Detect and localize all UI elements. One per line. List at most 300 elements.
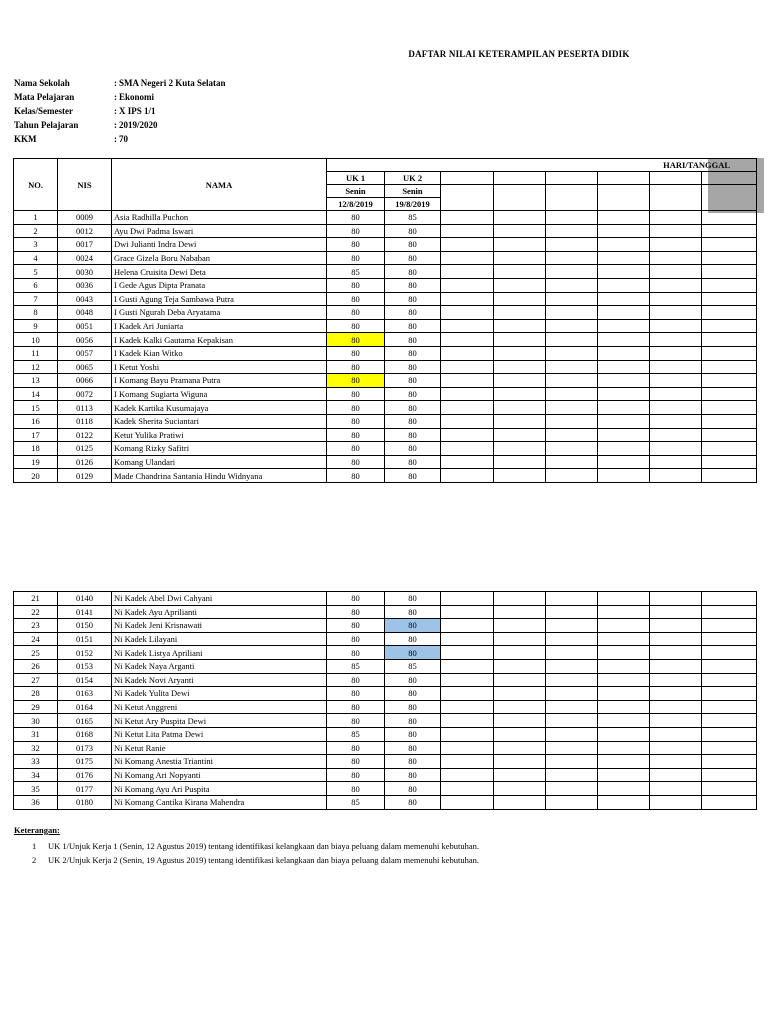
table-row	[14, 646, 757, 660]
cell-empty	[650, 442, 702, 456]
cell-no: 35	[14, 782, 58, 796]
cell-nama: Ni Kadek Lilayani	[112, 632, 327, 646]
cell-empty	[598, 632, 650, 646]
cell-empty	[598, 360, 650, 374]
cell-nama: Ni Ketut Anggreni	[112, 700, 327, 714]
cell-uk2: 80	[385, 727, 441, 741]
cell-nama: Asia Radhilla Puchon	[112, 211, 327, 225]
cell-empty	[546, 741, 598, 755]
cell-empty	[650, 714, 702, 728]
info-value: 2019/2020	[119, 120, 158, 130]
cell-uk1: 80	[327, 687, 385, 701]
table-row	[14, 360, 757, 374]
header-nis: NIS	[58, 159, 112, 211]
cell-empty	[441, 646, 494, 660]
cell-no: 18	[14, 442, 58, 456]
cell-empty	[702, 238, 757, 252]
info-value: Ekonomi	[119, 92, 155, 102]
cell-empty	[441, 414, 494, 428]
cell-empty	[441, 306, 494, 320]
cell-nama: Grace Gizela Boru Nababan	[112, 251, 327, 265]
cell-uk2: 80	[385, 455, 441, 469]
cell-empty	[441, 387, 494, 401]
table-row	[14, 224, 757, 238]
cell-empty	[598, 265, 650, 279]
cell-empty	[702, 469, 757, 483]
cell-empty	[546, 251, 598, 265]
note-number: 1	[32, 841, 37, 851]
cell-nis: 0164	[58, 700, 112, 714]
cell-empty	[441, 251, 494, 265]
cell-uk1: 85	[327, 727, 385, 741]
cell-empty	[598, 592, 650, 606]
cell-uk2: 80	[385, 700, 441, 714]
cell-uk1: 85	[327, 659, 385, 673]
cell-uk1: 80	[327, 251, 385, 265]
cell-empty	[702, 659, 757, 673]
cell-nis: 0152	[58, 646, 112, 660]
cell-empty	[702, 673, 757, 687]
cell-uk1: 85	[327, 265, 385, 279]
cell-nis: 0141	[58, 605, 112, 619]
cell-empty	[598, 238, 650, 252]
cell-empty	[441, 755, 494, 769]
cell-nis: 0150	[58, 619, 112, 633]
cell-nama: Ni Kadek Abel Dwi Cahyani	[112, 592, 327, 606]
cell-uk2: 80	[385, 442, 441, 456]
table-row	[14, 768, 757, 782]
cell-nis: 0153	[58, 659, 112, 673]
cell-uk1: 80	[327, 346, 385, 360]
cell-empty	[441, 605, 494, 619]
cell-uk1: 80	[327, 755, 385, 769]
cell-empty	[598, 251, 650, 265]
cell-nis: 0017	[58, 238, 112, 252]
cell-nama: I Ketut Yoshi	[112, 360, 327, 374]
table-row	[14, 469, 757, 483]
cell-empty	[546, 687, 598, 701]
cell-empty	[650, 768, 702, 782]
cell-no: 11	[14, 346, 58, 360]
cell-empty	[546, 238, 598, 252]
cell-nama: Ni Ketut Lita Patma Dewi	[112, 727, 327, 741]
cell-uk1: 80	[327, 741, 385, 755]
cell-empty	[494, 265, 546, 279]
cell-nis: 0036	[58, 278, 112, 292]
cell-uk1: 80	[327, 782, 385, 796]
cell-no: 29	[14, 700, 58, 714]
cell-empty	[494, 795, 546, 809]
cell-empty	[494, 360, 546, 374]
cell-uk2: 80	[385, 592, 441, 606]
table-row	[14, 265, 757, 279]
table-row	[14, 659, 757, 673]
cell-nama: Komang Rizky Safitri	[112, 442, 327, 456]
cell-empty	[598, 659, 650, 673]
cell-empty	[598, 401, 650, 415]
cell-uk1: 80	[327, 414, 385, 428]
cell-empty	[650, 401, 702, 415]
table-row	[14, 414, 757, 428]
cell-empty	[702, 401, 757, 415]
cell-empty	[546, 755, 598, 769]
cell-empty	[441, 700, 494, 714]
cell-empty	[441, 768, 494, 782]
cell-empty	[546, 211, 598, 225]
cell-empty	[598, 319, 650, 333]
note-item	[14, 853, 479, 867]
cell-no: 8	[14, 306, 58, 320]
header-date2: 19/8/2019	[385, 198, 441, 211]
cell-empty	[702, 646, 757, 660]
notes-heading: Keterangan:	[14, 825, 60, 835]
cell-empty	[546, 714, 598, 728]
cell-uk1: 80	[327, 238, 385, 252]
cell-empty	[546, 306, 598, 320]
cell-uk1: 80	[327, 442, 385, 456]
cell-no: 26	[14, 659, 58, 673]
cell-nis: 0173	[58, 741, 112, 755]
cell-no: 10	[14, 333, 58, 347]
cell-no: 12	[14, 360, 58, 374]
note-item	[14, 839, 479, 853]
info-row-subject: Mata Pelajaran : Ekonomi	[14, 92, 155, 102]
table-row	[14, 605, 757, 619]
cell-uk2: 80	[385, 265, 441, 279]
cell-empty	[494, 755, 546, 769]
cell-empty	[494, 374, 546, 388]
cell-nama: Ni Ketut Ary Puspita Dewi	[112, 714, 327, 728]
cell-empty	[650, 673, 702, 687]
cell-no: 19	[14, 455, 58, 469]
cell-empty	[441, 782, 494, 796]
header-hari-tanggal: HARI/TANGGAL	[327, 159, 757, 172]
cell-empty	[598, 714, 650, 728]
cell-no: 24	[14, 632, 58, 646]
cell-empty	[598, 292, 650, 306]
cell-uk1: 80	[327, 401, 385, 415]
table-row	[14, 714, 757, 728]
notes	[14, 825, 479, 867]
cell-empty	[546, 428, 598, 442]
table-row	[14, 442, 757, 456]
cell-nis: 0122	[58, 428, 112, 442]
cell-empty	[650, 741, 702, 755]
cell-empty	[598, 278, 650, 292]
cell-no: 36	[14, 795, 58, 809]
cell-uk1: 80	[327, 605, 385, 619]
cell-empty	[546, 632, 598, 646]
cell-empty	[598, 646, 650, 660]
cell-nama: Ni Ketut Ranie	[112, 741, 327, 755]
cell-empty	[650, 646, 702, 660]
header-no: NO.	[14, 159, 58, 211]
cell-empty	[598, 428, 650, 442]
cell-empty	[441, 360, 494, 374]
cell-no: 17	[14, 428, 58, 442]
cell-uk1: 80	[327, 455, 385, 469]
cell-empty	[702, 768, 757, 782]
table-row	[14, 333, 757, 347]
cell-nama: Made Chandrina Santania Hindu Widnyana	[112, 469, 327, 483]
cell-empty	[650, 414, 702, 428]
cell-uk2: 80	[385, 306, 441, 320]
cell-empty	[546, 224, 598, 238]
cell-empty	[441, 659, 494, 673]
cell-empty	[546, 360, 598, 374]
cell-empty	[494, 278, 546, 292]
cell-empty	[494, 428, 546, 442]
page-title: DAFTAR NILAI KETERAMPILAN PESERTA DIDIK	[408, 49, 630, 59]
cell-empty	[650, 319, 702, 333]
cell-empty	[441, 442, 494, 456]
cell-empty	[494, 700, 546, 714]
cell-empty	[650, 306, 702, 320]
table-row	[14, 673, 757, 687]
cell-empty	[702, 292, 757, 306]
table-row	[14, 374, 757, 388]
cell-uk2: 80	[385, 605, 441, 619]
cell-uk2: 80	[385, 387, 441, 401]
cell-empty	[702, 755, 757, 769]
cell-empty	[441, 319, 494, 333]
cell-nama: Ni Kadek Jeni Krisnawati	[112, 619, 327, 633]
cell-empty	[598, 755, 650, 769]
cell-nis: 0180	[58, 795, 112, 809]
cell-empty	[650, 795, 702, 809]
cell-empty	[702, 714, 757, 728]
cell-empty	[494, 224, 546, 238]
cell-empty	[702, 414, 757, 428]
cell-empty	[494, 605, 546, 619]
cell-uk1: 80	[327, 469, 385, 483]
cell-uk2: 80	[385, 278, 441, 292]
cell-nis: 0177	[58, 782, 112, 796]
table-row	[14, 278, 757, 292]
cell-empty	[494, 768, 546, 782]
cell-empty	[441, 238, 494, 252]
cell-empty	[441, 592, 494, 606]
cell-empty	[546, 768, 598, 782]
cell-nis: 0051	[58, 319, 112, 333]
cell-uk2: 80	[385, 646, 441, 660]
cell-empty	[494, 741, 546, 755]
cell-no: 14	[14, 387, 58, 401]
info-row-class: Kelas/Semester : X IPS 1/1	[14, 106, 156, 116]
cell-nama: Helena Cruisita Dewi Deta	[112, 265, 327, 279]
table-row	[14, 455, 757, 469]
cell-nis: 0163	[58, 687, 112, 701]
table-row	[14, 251, 757, 265]
cell-nama: Komang Ulandari	[112, 455, 327, 469]
cell-empty	[702, 592, 757, 606]
cell-empty	[702, 700, 757, 714]
table-row	[14, 795, 757, 809]
cell-empty	[598, 768, 650, 782]
cell-empty	[650, 251, 702, 265]
cell-empty	[598, 605, 650, 619]
grade-table-part2	[13, 591, 757, 810]
cell-nama: I Gusti Ngurah Deba Aryatama	[112, 306, 327, 320]
cell-nama: Kadek Kartika Kusumajaya	[112, 401, 327, 415]
cell-empty	[598, 673, 650, 687]
cell-uk2: 80	[385, 346, 441, 360]
cell-empty	[702, 346, 757, 360]
cell-empty	[441, 278, 494, 292]
cell-uk2: 80	[385, 755, 441, 769]
cell-nis: 0066	[58, 374, 112, 388]
cell-empty	[494, 211, 546, 225]
cell-uk2: 85	[385, 659, 441, 673]
cell-empty	[494, 646, 546, 660]
cell-uk1: 80	[327, 278, 385, 292]
cell-uk2: 80	[385, 292, 441, 306]
cell-empty	[702, 278, 757, 292]
cell-empty	[650, 346, 702, 360]
cell-empty	[702, 387, 757, 401]
cell-empty	[650, 211, 702, 225]
cell-empty	[650, 605, 702, 619]
cell-empty	[546, 455, 598, 469]
cell-empty	[702, 319, 757, 333]
cell-nis: 0009	[58, 211, 112, 225]
cell-empty	[702, 619, 757, 633]
info-value: 70	[119, 134, 128, 144]
table-row	[14, 592, 757, 606]
cell-uk2: 80	[385, 360, 441, 374]
info-label: Tahun Pelajaran	[14, 120, 79, 130]
cell-nis: 0154	[58, 673, 112, 687]
cell-empty	[546, 782, 598, 796]
cell-uk1: 80	[327, 292, 385, 306]
cell-empty	[598, 387, 650, 401]
cell-no: 15	[14, 401, 58, 415]
cell-uk1: 80	[327, 646, 385, 660]
cell-empty	[650, 755, 702, 769]
cell-empty	[546, 659, 598, 673]
cell-empty	[650, 469, 702, 483]
cell-uk2: 80	[385, 673, 441, 687]
cell-uk2: 80	[385, 632, 441, 646]
cell-empty	[650, 727, 702, 741]
cell-empty	[598, 442, 650, 456]
cell-no: 23	[14, 619, 58, 633]
cell-empty	[546, 442, 598, 456]
cell-empty	[494, 782, 546, 796]
table-row	[14, 319, 757, 333]
cell-nama: Ni Komang Anestia Triantini	[112, 755, 327, 769]
cell-empty	[546, 374, 598, 388]
cell-empty	[441, 632, 494, 646]
cell-nama: I Komang Sugiarta Wiguna	[112, 387, 327, 401]
info-value: SMA Negeri 2 Kuta Selatan	[119, 78, 226, 88]
cell-no: 28	[14, 687, 58, 701]
cell-no: 16	[14, 414, 58, 428]
cell-empty	[441, 401, 494, 415]
info-row-year: Tahun Pelajaran : 2019/2020	[14, 120, 158, 130]
cell-nama: Ni Komang Cantika Kirana Mahendra	[112, 795, 327, 809]
cell-empty	[546, 292, 598, 306]
cell-empty	[702, 374, 757, 388]
cell-empty	[494, 387, 546, 401]
cell-empty	[702, 306, 757, 320]
cell-empty	[702, 605, 757, 619]
cell-uk2: 80	[385, 251, 441, 265]
cell-uk1: 80	[327, 592, 385, 606]
cell-empty	[650, 292, 702, 306]
info-label: KKM	[14, 134, 37, 144]
cell-empty	[650, 687, 702, 701]
cell-empty	[598, 741, 650, 755]
cell-empty	[546, 346, 598, 360]
cell-empty	[546, 727, 598, 741]
cell-nis: 0072	[58, 387, 112, 401]
cell-empty	[650, 238, 702, 252]
cell-no: 6	[14, 278, 58, 292]
cell-empty	[650, 278, 702, 292]
grade-table-part1	[13, 158, 757, 483]
cell-empty	[702, 442, 757, 456]
note-text: UK 2/Unjuk Kerja 2 (Senin, 19 Agustus 2019) tentang identifikasi kelangkaan dan biaya peluang dalam memenuhi kebutuhan.	[48, 855, 480, 865]
cell-no: 32	[14, 741, 58, 755]
cell-empty	[650, 374, 702, 388]
cell-no: 5	[14, 265, 58, 279]
cell-uk2: 80	[385, 741, 441, 755]
cell-nama: Ayu Dwi Padma Iswari	[112, 224, 327, 238]
cell-empty	[598, 224, 650, 238]
table-row	[14, 727, 757, 741]
cell-nis: 0125	[58, 442, 112, 456]
cell-empty	[702, 632, 757, 646]
cell-no: 4	[14, 251, 58, 265]
cell-uk2: 80	[385, 782, 441, 796]
cell-nama: Ni Kadek Listya Apriliani	[112, 646, 327, 660]
cell-empty	[546, 619, 598, 633]
cell-empty	[441, 455, 494, 469]
cell-empty	[598, 687, 650, 701]
cell-empty	[702, 360, 757, 374]
cell-empty	[494, 306, 546, 320]
info-label: Nama Sekolah	[14, 78, 70, 88]
cell-empty	[441, 374, 494, 388]
cell-empty	[441, 673, 494, 687]
cell-empty	[598, 469, 650, 483]
cell-empty	[441, 333, 494, 347]
cell-uk2: 80	[385, 687, 441, 701]
table-row	[14, 741, 757, 755]
cell-uk2: 80	[385, 714, 441, 728]
cell-uk1: 80	[327, 306, 385, 320]
cell-empty	[702, 455, 757, 469]
header-uk1: UK 1	[327, 172, 385, 185]
cell-nis: 0065	[58, 360, 112, 374]
cell-empty	[598, 211, 650, 225]
cell-nis: 0048	[58, 306, 112, 320]
cell-empty	[546, 278, 598, 292]
cell-empty	[650, 782, 702, 796]
cell-uk1: 80	[327, 224, 385, 238]
cell-nama: Ni Kadek Ayu Aprilianti	[112, 605, 327, 619]
cell-nis: 0168	[58, 727, 112, 741]
info-row-kkm: KKM : 70	[14, 134, 128, 144]
cell-empty	[650, 387, 702, 401]
cell-nis: 0151	[58, 632, 112, 646]
table-row	[14, 211, 757, 225]
cell-empty	[650, 428, 702, 442]
cell-nama: I Kadek Kian Witko	[112, 346, 327, 360]
table-row	[14, 387, 757, 401]
cell-empty	[494, 673, 546, 687]
